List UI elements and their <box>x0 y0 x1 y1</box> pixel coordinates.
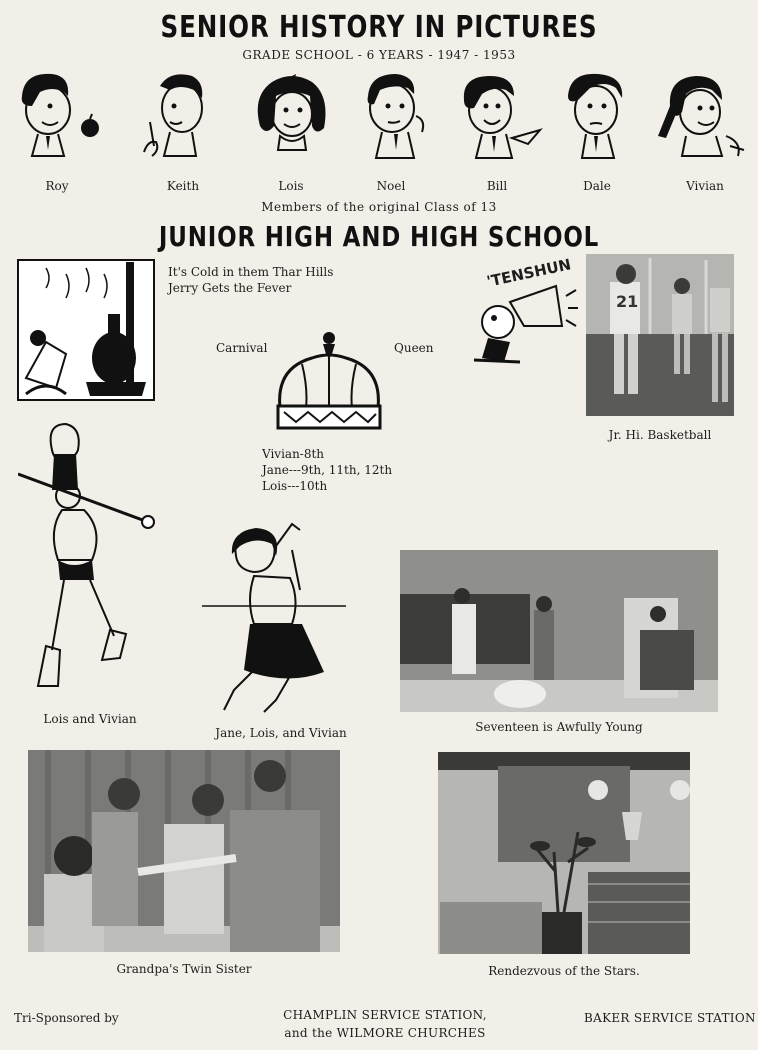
lois-vivian-caption: Lois and Vivian <box>43 712 137 726</box>
cheerleader-drawing <box>196 520 356 716</box>
lois-cartoon <box>248 66 338 166</box>
dale-cartoon <box>560 66 650 166</box>
page-title: SENIOR HISTORY IN PICTURES <box>160 10 598 45</box>
cold-hills-cartoon <box>16 258 156 402</box>
tenshun-label: 'TENSHUN <box>485 255 573 291</box>
jerry-fever-caption: Jerry Gets the Fever <box>168 281 292 295</box>
cold-hills-caption: It's Cold in them Thar Hills <box>168 265 334 279</box>
queen-vivian: Vivian-8th <box>262 447 325 461</box>
jr-basketball-caption: Jr. Hi. Basketball <box>608 428 712 442</box>
champlin-line-1: CHAMPLIN SERVICE STATION, <box>283 1008 487 1022</box>
junior-high-title: JUNIOR HIGH AND HIGH SCHOOL <box>158 220 600 253</box>
kid-name-lois: Lois <box>278 179 304 193</box>
kid-name-noel: Noel <box>376 179 406 193</box>
bill-cartoon <box>456 66 546 166</box>
roy-cartoon <box>12 66 102 166</box>
jane-lois-vivian-caption: Jane, Lois, and Vivian <box>215 726 347 740</box>
rendezvous-photo <box>438 752 690 954</box>
jersey-number: 21 <box>616 292 639 311</box>
seventeen-caption: Seventeen is Awfully Young <box>475 720 643 734</box>
tenshun-cartoon <box>470 255 580 366</box>
rendezvous-caption: Rendezvous of the Stars. <box>488 964 640 978</box>
kid-name-roy: Roy <box>45 179 69 193</box>
queen-label: Queen <box>394 341 434 355</box>
kid-name-vivian: Vivian <box>686 179 724 193</box>
champlin-line-2: and the WILMORE CHURCHES <box>284 1026 486 1040</box>
grandpa-caption: Grandpa's Twin Sister <box>116 962 252 976</box>
keith-cartoon <box>130 66 220 166</box>
carnival-label: Carnival <box>216 341 268 355</box>
noel-cartoon <box>354 66 444 166</box>
vivian-cartoon <box>656 66 746 166</box>
majorette-drawing <box>18 420 168 696</box>
page-subtitle: GRADE SCHOOL - 6 YEARS - 1947 - 1953 <box>242 48 516 62</box>
crown-icon <box>272 328 386 434</box>
kid-name-keith: Keith <box>166 179 200 193</box>
queen-jane: Jane---9th, 11th, 12th <box>262 463 393 477</box>
queen-lois: Lois---10th <box>262 479 328 493</box>
kid-name-bill: Bill <box>486 179 508 193</box>
tri-sponsored-label: Tri-Sponsored by <box>14 1011 119 1025</box>
seventeen-photo <box>400 550 718 712</box>
members-caption: Members of the original Class of 13 <box>261 200 497 214</box>
kid-name-dale: Dale <box>583 179 611 193</box>
jr-basketball-photo <box>586 254 734 416</box>
baker-label: BAKER SERVICE STATION <box>584 1011 756 1025</box>
grandpa-twin-sister-photo <box>28 750 340 952</box>
